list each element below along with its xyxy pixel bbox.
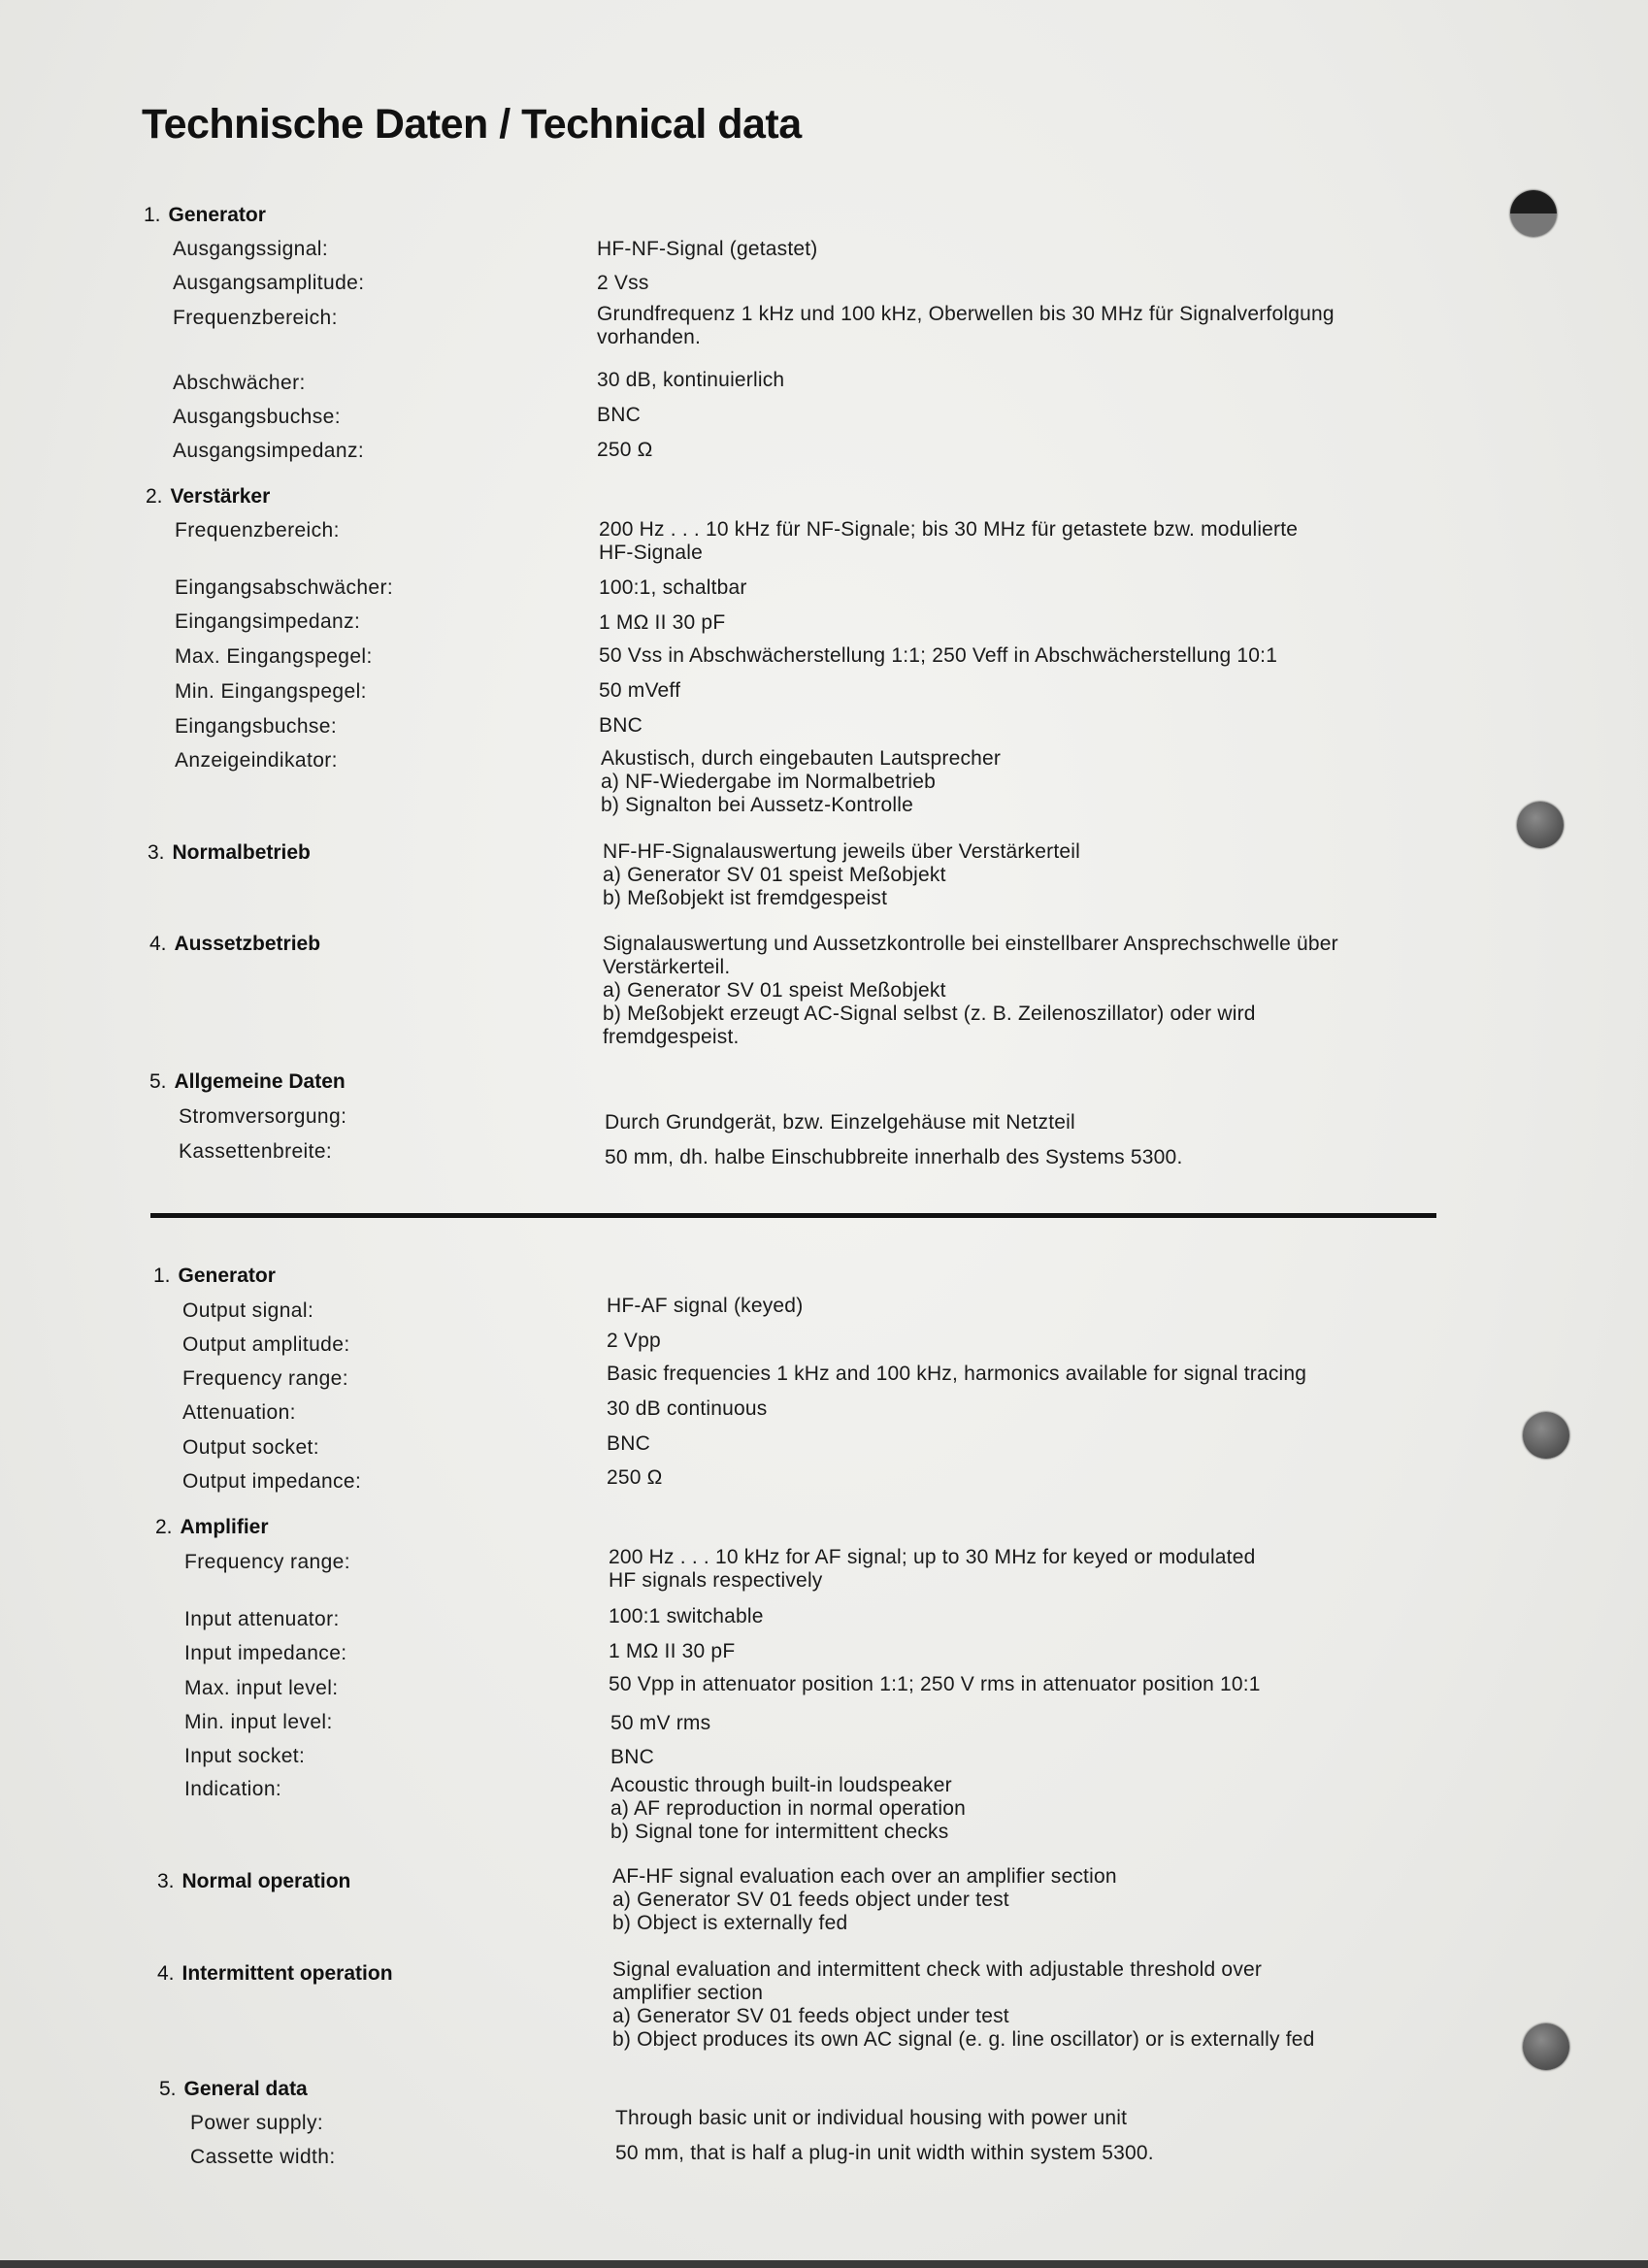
spec-value: Through basic unit or individual housing with power unit <box>615 2107 1128 2129</box>
spec-value: 250 Ω <box>597 439 653 461</box>
spec-value: AF-HF signal evaluation each over an amplifier section a) Generator SV 01 feeds object under test b) Object is externally fed <box>612 1865 1117 1934</box>
spec-label: Eingangsabschwächer: <box>175 576 394 599</box>
section-heading: 2. Verstärker <box>146 485 271 508</box>
section-heading: 5. Allgemeine Daten <box>149 1070 346 1093</box>
spec-label: Cassette width: <box>190 2146 336 2168</box>
spec-value: 50 Vss in Abschwächerstellung 1:1; 250 Veff in Abschwächerstellung 10:1 <box>599 644 1278 667</box>
spec-label: Power supply: <box>190 2112 324 2134</box>
spec-label: Frequenzbereich: <box>175 519 340 542</box>
spec-label: Min. Eingangspegel: <box>175 680 367 703</box>
page-title: Technische Daten / Technical data <box>142 101 802 148</box>
page-bottom-edge <box>0 2260 1648 2268</box>
spec-label: Ausgangssignal: <box>173 238 329 260</box>
spec-value: HF-NF-Signal (getastet) <box>597 238 818 260</box>
spec-value: 1 MΩ II 30 pF <box>599 611 726 634</box>
spec-value: 50 mVeff <box>599 679 681 702</box>
punch-hole-3 <box>1523 1412 1569 1459</box>
spec-label: Output impedance: <box>182 1470 362 1493</box>
punch-hole-1 <box>1510 190 1557 237</box>
spec-value: 50 mV rms <box>610 1712 711 1734</box>
spec-value: 30 dB, kontinuierlich <box>597 369 785 391</box>
spec-label: Output socket: <box>182 1436 320 1459</box>
spec-label: Frequenzbereich: <box>173 307 338 329</box>
spec-value: Durch Grundgerät, bzw. Einzelgehäuse mit Netzteil <box>605 1111 1075 1134</box>
spec-value: 1 MΩ II 30 pF <box>609 1640 736 1662</box>
section-heading: 1. Generator <box>153 1265 276 1287</box>
spec-value: Acoustic through built-in loudspeaker a) AF reproduction in normal operation b) Signal tone for intermittent checks <box>610 1774 966 1843</box>
spec-value: Grundfrequenz 1 kHz und 100 kHz, Oberwellen bis 30 MHz für Signalverfolgung vorhanden. <box>597 303 1335 348</box>
spec-label: Frequency range: <box>184 1551 350 1573</box>
spec-value: 50 mm, that is half a plug-in unit width within system 5300. <box>615 2142 1154 2164</box>
spec-label: Indication: <box>184 1778 282 1800</box>
spec-value: Signalauswertung und Aussetzkontrolle bei einstellbarer Ansprechschwelle über Verstärkerteil. a) Generator SV 01 speist Meßobjekt b) Meßobjekt erzeugt AC-Signal selbst (z. B. Zeilenoszillator) oder wird fremdgespeist. <box>603 933 1338 1048</box>
spec-label: Output signal: <box>182 1299 314 1322</box>
spec-label: Anzeigeindikator: <box>175 749 338 772</box>
spec-label: Min. input level: <box>184 1711 333 1733</box>
spec-label: Eingangsimpedanz: <box>175 610 361 633</box>
section-heading: 5. General data <box>159 2078 308 2100</box>
spec-label: Attenuation: <box>182 1401 296 1424</box>
spec-label: Input socket: <box>184 1745 306 1767</box>
section-heading: 1. Generator <box>144 204 266 226</box>
section-heading: 4. Intermittent operation <box>157 1962 393 1985</box>
spec-label: Max. input level: <box>184 1677 339 1699</box>
spec-value: Basic frequencies 1 kHz and 100 kHz, harmonics available for signal tracing <box>607 1363 1307 1385</box>
spec-value: BNC <box>610 1746 654 1768</box>
spec-label: Stromversorgung: <box>179 1105 347 1128</box>
spec-label: Input attenuator: <box>184 1608 340 1630</box>
spec-label: Ausgangsbuchse: <box>173 406 341 428</box>
spec-value: NF-HF-Signalauswertung jeweils über Verstärkerteil a) Generator SV 01 speist Meßobjekt b) Meßobjekt ist fremdgespeist <box>603 840 1081 909</box>
spec-value: BNC <box>597 404 641 426</box>
spec-label: Eingangsbuchse: <box>175 715 338 738</box>
spec-value: 200 Hz . . . 10 kHz for AF signal; up to 30 MHz for keyed or modulated HF signals respectively <box>609 1546 1256 1592</box>
spec-label: Kassettenbreite: <box>179 1140 333 1163</box>
spec-value: 2 Vss <box>597 272 649 294</box>
section-heading: 3. Normalbetrieb <box>148 841 311 864</box>
spec-value: BNC <box>607 1432 650 1455</box>
spec-label: Max. Eingangspegel: <box>175 645 373 668</box>
spec-value: HF-AF signal (keyed) <box>607 1295 804 1317</box>
spec-value: 100:1 switchable <box>609 1605 764 1627</box>
spec-value: 2 Vpp <box>607 1330 661 1352</box>
section-heading: 3. Normal operation <box>157 1870 351 1892</box>
spec-value: 100:1, schaltbar <box>599 576 747 599</box>
section-heading: 4. Aussetzbetrieb <box>149 933 321 955</box>
spec-value: 50 mm, dh. halbe Einschubbreite innerhalb des Systems 5300. <box>605 1146 1183 1168</box>
section-heading: 2. Amplifier <box>155 1516 269 1538</box>
spec-value: 50 Vpp in attenuator position 1:1; 250 V rms in attenuator position 10:1 <box>609 1673 1261 1695</box>
spec-label: Output amplitude: <box>182 1333 350 1356</box>
section-divider <box>150 1213 1436 1218</box>
spec-label: Frequency range: <box>182 1367 348 1390</box>
spec-value: BNC <box>599 714 643 737</box>
spec-label: Input impedance: <box>184 1642 347 1664</box>
spec-value: Akustisch, durch eingebauten Lautsprecher a) NF-Wiedergabe im Normalbetrieb b) Signalton bei Aussetz-Kontrolle <box>601 747 1002 816</box>
spec-value: 200 Hz . . . 10 kHz für NF-Signale; bis 30 MHz für getastete bzw. modulierte HF-Signale <box>599 518 1299 564</box>
spec-value: 30 dB continuous <box>607 1397 768 1420</box>
punch-hole-4 <box>1523 2023 1569 2070</box>
spec-label: Ausgangsamplitude: <box>173 272 365 294</box>
spec-label: Abschwächer: <box>173 372 306 394</box>
spec-value: Signal evaluation and intermittent check with adjustable threshold over amplifier section a) Generator SV 01 feeds object under test b) Object produces its own AC signal (e. g. line oscillator) or is externally fed <box>612 1958 1315 2051</box>
spec-value: 250 Ω <box>607 1466 663 1489</box>
spec-label: Ausgangsimpedanz: <box>173 440 365 462</box>
punch-hole-2 <box>1517 802 1564 848</box>
